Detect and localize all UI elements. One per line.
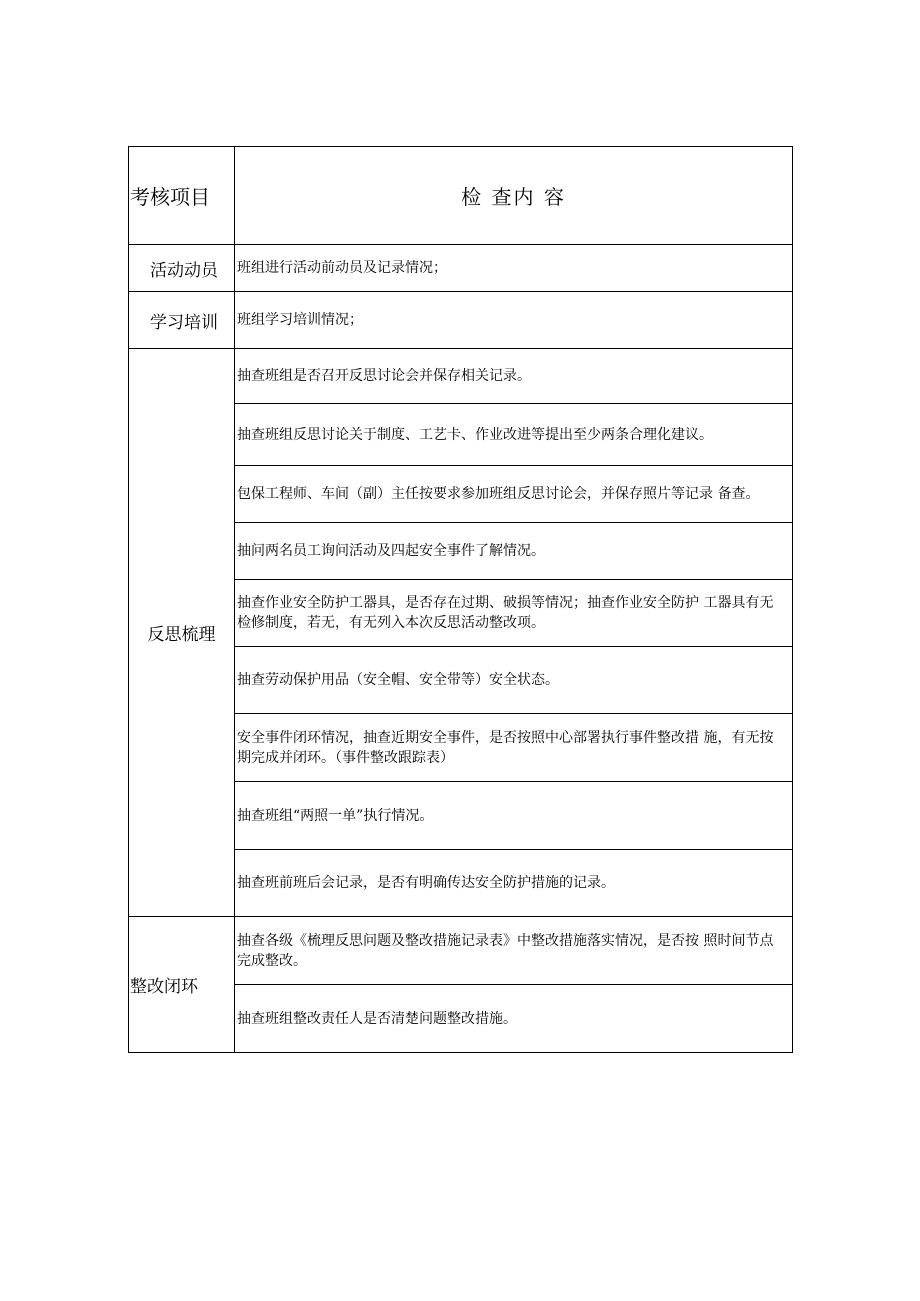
check-content: 抽查班组是否召开反思讨论会并保存相关记录。 bbox=[235, 349, 793, 404]
check-content: 抽查班前班后会记录，是否有明确传达安全防护措施的记录。 bbox=[235, 850, 793, 917]
table-row bbox=[129, 349, 793, 404]
check-content: 抽查班组反思讨论关于制度、工艺卡、作业改进等提出至少两条合理化建议。 bbox=[235, 404, 793, 466]
section-item-training: 学习培训 bbox=[129, 292, 235, 349]
header-item-cell: 考核项目 bbox=[129, 147, 235, 245]
section-item-mobilization: 活动动员 bbox=[129, 245, 235, 292]
header-content-cell: 检 查内 容 bbox=[235, 147, 793, 245]
check-content: 抽查班组整改责任人是否清楚问题整改措施。 bbox=[235, 985, 793, 1053]
check-content: 班组进行活动前动员及记录情况； bbox=[235, 245, 793, 292]
inspection-table bbox=[128, 146, 793, 1053]
table-header-row bbox=[129, 147, 793, 245]
check-content: 抽查班组“两照一单”执行情况。 bbox=[235, 782, 793, 850]
check-content: 班组学习培训情况； bbox=[235, 292, 793, 349]
table-row bbox=[129, 292, 793, 349]
table-row bbox=[129, 245, 793, 292]
check-content: 抽查劳动保护用品（安全帽、安全带等）安全状态。 bbox=[235, 647, 793, 714]
table-row bbox=[129, 917, 793, 985]
check-content: 抽查各级《梳理反思问题及整改措施记录表》中整改措施落实情况，是否按 照时间节点完成整改。 bbox=[235, 917, 793, 985]
section-item-reflection: 反思梳理 bbox=[129, 349, 235, 917]
check-content: 包保工程师、车间（副）主任按要求参加班组反思讨论会，并保存照片等记录 备查。 bbox=[235, 466, 793, 523]
check-content: 抽查作业安全防护工器具，是否存在过期、破损等情况；抽查作业安全防护 工器具有无检修制度，若无，有无列入本次反思活动整改项。 bbox=[235, 580, 793, 647]
section-item-rectification: 整改闭环 bbox=[129, 917, 235, 1053]
check-content: 安全事件闭环情况，抽查近期安全事件，是否按照中心部署执行事件整改措 施，有无按期完成并闭环。（事件整改跟踪表） bbox=[235, 714, 793, 782]
check-content: 抽问两名员工询问活动及四起安全事件了解情况。 bbox=[235, 523, 793, 580]
